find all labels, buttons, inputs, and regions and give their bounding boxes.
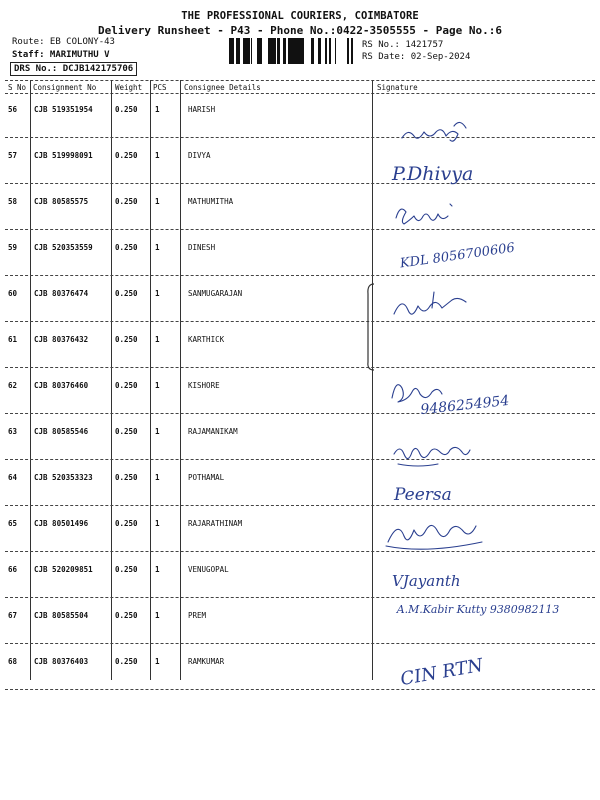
row-weight: 0.250 (115, 105, 138, 114)
barcode-bar (330, 38, 331, 64)
row-consignment-no: CJB 520353323 (34, 473, 93, 482)
col-header-weight: Weight (115, 83, 143, 92)
barcode (229, 38, 353, 64)
row-sno: 66 (8, 565, 18, 574)
row-consignee-name: SANMUGARAJAN (188, 289, 243, 298)
row-separator (5, 367, 595, 368)
col-header-signature: Signature (377, 83, 418, 92)
barcode-bar (335, 38, 336, 64)
barcode-bar (311, 38, 314, 64)
row-consignee-name: KARTHICK (188, 335, 225, 344)
barcode-bar (296, 38, 297, 64)
barcode-bar (260, 38, 262, 64)
barcode-bar (297, 38, 300, 64)
row-pcs: 1 (155, 151, 160, 160)
barcode-bar (248, 38, 250, 64)
row-sno: 56 (8, 105, 18, 114)
rs-number: RS No.: 1421757 (362, 40, 444, 50)
header-top-rule (5, 80, 595, 81)
row-sno: 57 (8, 151, 18, 160)
signature-divya (380, 150, 590, 192)
row-consignee-name: RAMKUMAR (188, 657, 225, 666)
barcode-bar (302, 38, 304, 64)
row-sno: 61 (8, 335, 18, 344)
row-weight: 0.250 (115, 243, 138, 252)
row-pcs: 1 (155, 427, 160, 436)
signature-pothamal (380, 472, 590, 514)
row-weight: 0.250 (115, 335, 138, 344)
row-weight: 0.250 (115, 473, 138, 482)
row-weight: 0.250 (115, 519, 138, 528)
row-sno: 67 (8, 611, 18, 620)
drs-number: DRS No.: DCJB142175706 (10, 62, 137, 76)
row-consignee-name: KISHORE (188, 381, 220, 390)
row-pcs: 1 (155, 381, 160, 390)
signature-rajamanikam (380, 434, 590, 476)
row-sno: 64 (8, 473, 18, 482)
signature-dinesh (380, 240, 590, 282)
signature-rajarathinam (380, 516, 590, 558)
row-consignment-no: CJB 80376403 (34, 657, 89, 666)
staff-label: Staff: MARIMUTHU V (12, 50, 110, 60)
row-pcs: 1 (155, 335, 160, 344)
row-pcs: 1 (155, 565, 160, 574)
col-header-sno: S No (8, 83, 27, 92)
row-consignee-name: DINESH (188, 243, 216, 252)
signature-sanmugarajan (380, 286, 590, 328)
signature-text: A.M.Kabir Kutty 9380982113 (396, 603, 560, 617)
barcode-bar (229, 38, 231, 64)
signature-prem (380, 598, 590, 640)
row-consignee-name: RAJARATHINAM (188, 519, 243, 528)
barcode-bar (239, 38, 240, 64)
barcode-bar (251, 38, 252, 64)
col-header-pcs: PCS (153, 83, 167, 92)
row-weight: 0.250 (115, 197, 138, 206)
barcode-bar (270, 38, 273, 64)
row-pcs: 1 (155, 657, 160, 666)
row-consignment-no: CJB 80376460 (34, 381, 89, 390)
barcode-bar (231, 38, 233, 64)
barcode-bar (236, 38, 239, 64)
signature-text: CIN RTN (398, 654, 485, 691)
barcode-bar (351, 38, 352, 64)
row-consignee-name: RAJAMANIKAM (188, 427, 238, 436)
barcode-bar (257, 38, 259, 64)
barcode-bar (325, 38, 327, 64)
barcode-bar (290, 38, 293, 64)
row-weight: 0.250 (115, 427, 138, 436)
table-row (0, 323, 600, 369)
row-pcs: 1 (155, 519, 160, 528)
row-consignment-no: CJB 80376474 (34, 289, 89, 298)
barcode-bar (300, 38, 302, 64)
barcode-bar (277, 38, 280, 64)
row-consignee-name: VENUGOPAL (188, 565, 229, 574)
row-sno: 68 (8, 657, 18, 666)
row-consignment-no: CJB 520209851 (34, 565, 93, 574)
signature-text: 9486254954 (419, 392, 511, 419)
barcode-bar (243, 38, 245, 64)
barcode-bar (318, 38, 321, 64)
bracket-mark (364, 282, 376, 372)
row-consignee-name: DIVYA (188, 151, 211, 160)
row-sno: 59 (8, 243, 18, 252)
rs-date: RS Date: 02-Sep-2024 (362, 52, 471, 62)
signature-text: VJayanth (392, 572, 461, 590)
signature-ramkumar (380, 648, 590, 690)
signature-text: Peersa (394, 485, 452, 505)
barcode-bar (347, 38, 349, 64)
runsheet-subtitle: Delivery Runsheet - P43 - Phone No.:0422-3505555 - Page No.:6 (98, 24, 502, 37)
barcode-bar (352, 38, 353, 64)
barcode-bar (288, 38, 290, 64)
row-pcs: 1 (155, 105, 160, 114)
row-pcs: 1 (155, 243, 160, 252)
row-consignee-name: POTHAMAL (188, 473, 225, 482)
row-pcs: 1 (155, 473, 160, 482)
row-pcs: 1 (155, 611, 160, 620)
barcode-bar (259, 38, 260, 64)
col-header-consignment: Consignment No (33, 83, 97, 92)
row-pcs: 1 (155, 289, 160, 298)
row-consignment-no: CJB 520353559 (34, 243, 93, 252)
row-separator (5, 643, 595, 644)
signature-kishore (380, 372, 590, 419)
row-weight: 0.250 (115, 151, 138, 160)
barcode-bar (268, 38, 270, 64)
signature-mathumitha (380, 196, 590, 238)
signature-text: P.Dhivya (392, 163, 474, 185)
barcode-bar (233, 38, 234, 64)
route-label: Route: EB COLONY-43 (12, 37, 115, 47)
row-sno: 63 (8, 427, 18, 436)
row-consignment-no: CJB 519351954 (34, 105, 93, 114)
row-consignment-no: CJB 80585575 (34, 197, 89, 206)
row-consignment-no: CJB 80501496 (34, 519, 89, 528)
barcode-bar (283, 38, 286, 64)
barcode-bar (293, 38, 296, 64)
row-consignment-no: CJB 519998091 (34, 151, 93, 160)
row-sno: 60 (8, 289, 18, 298)
row-consignee-name: MATHUMITHA (188, 197, 234, 206)
row-consignment-no: CJB 80585546 (34, 427, 89, 436)
barcode-bar (329, 38, 330, 64)
company-title: THE PROFESSIONAL COURIERS, COIMBATORE (181, 10, 419, 22)
signature-text: KDL 8056700606 (399, 240, 516, 272)
row-consignment-no: CJB 80376432 (34, 335, 89, 344)
row-weight: 0.250 (115, 657, 138, 666)
row-sno: 65 (8, 519, 18, 528)
signature-venugopal (380, 558, 590, 600)
row-weight: 0.250 (115, 565, 138, 574)
row-weight: 0.250 (115, 381, 138, 390)
row-sno: 58 (8, 197, 18, 206)
row-pcs: 1 (155, 197, 160, 206)
barcode-bar (273, 38, 276, 64)
row-consignment-no: CJB 80585504 (34, 611, 89, 620)
row-sno: 62 (8, 381, 18, 390)
barcode-bar (245, 38, 248, 64)
row-consignee-name: HARISH (188, 105, 216, 114)
col-header-consignee: Consignee Details (184, 83, 261, 92)
row-weight: 0.250 (115, 611, 138, 620)
row-consignee-name: PREM (188, 611, 207, 620)
row-weight: 0.250 (115, 289, 138, 298)
